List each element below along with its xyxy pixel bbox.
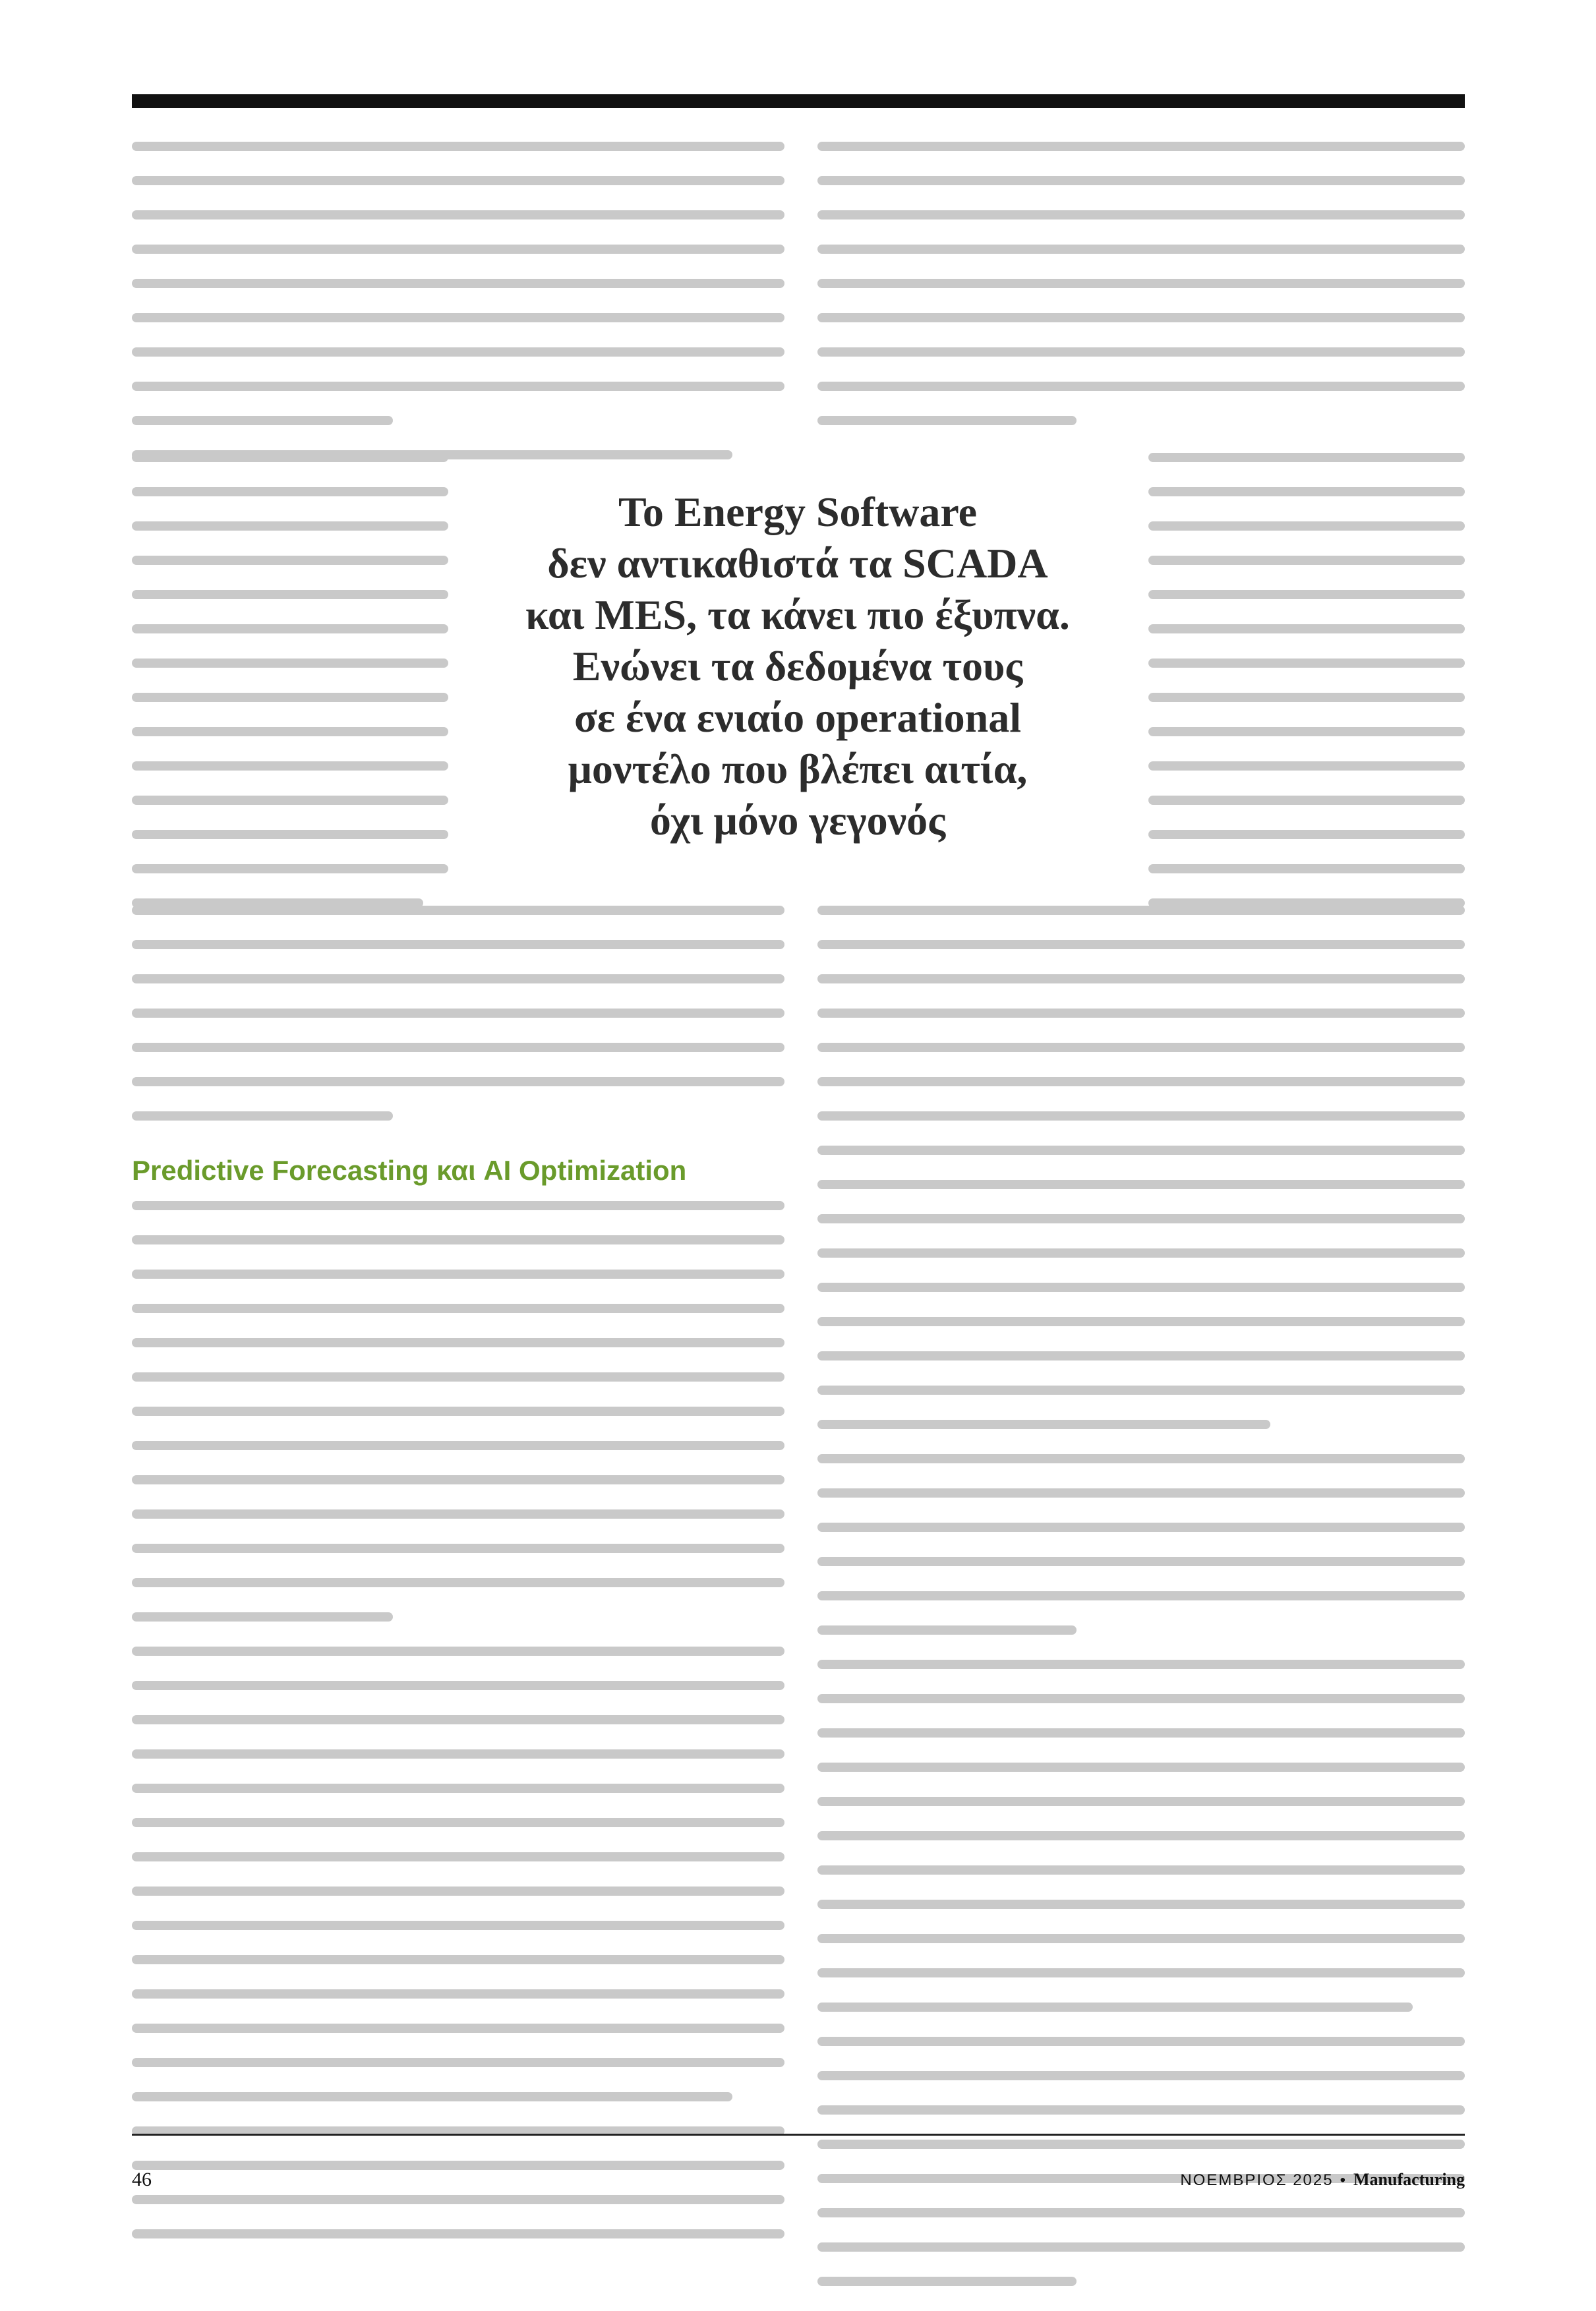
- page-number: 46: [132, 2169, 152, 2190]
- body-text-right-top: [817, 142, 1465, 450]
- top-rule: [132, 94, 1465, 108]
- footer-separator: •: [1340, 2171, 1347, 2189]
- body-text-left-top: [132, 142, 784, 484]
- magazine-name: Manufacturing: [1353, 2170, 1465, 2189]
- bottom-rule: [132, 2134, 1465, 2136]
- pull-quote-line: Το Energy Software: [618, 488, 978, 535]
- pull-quote: [488, 486, 1108, 846]
- pull-quote-line: μοντέλο που βλέπει αιτία,: [568, 746, 1028, 792]
- section-heading: Predictive Forecasting και AI Optimization: [132, 1155, 687, 1186]
- pull-quote-line: όχι μόνο γεγονός: [649, 797, 946, 844]
- issue-date: ΝΟΕΜΒΡΙΟΣ 2025: [1180, 2171, 1334, 2189]
- body-text-left-middle: [132, 906, 784, 1146]
- body-text-right-wrap: [1148, 453, 1465, 933]
- body-text-right-middle: [817, 906, 1465, 2311]
- footer-issue-line: [1180, 2170, 1465, 2190]
- pull-quote-line: και MES, τα κάνει πιο έξυπνα.: [525, 591, 1070, 638]
- body-text-left-bottom: [132, 1201, 784, 2264]
- pull-quote-line: δεν αντικαθιστά τα SCADA: [547, 540, 1048, 587]
- pull-quote-line: σε ένα ενιαίο operational: [574, 694, 1022, 741]
- body-text-left-wrap: [132, 453, 448, 933]
- pull-quote-line: Ενώνει τα δεδομένα τους: [572, 643, 1023, 689]
